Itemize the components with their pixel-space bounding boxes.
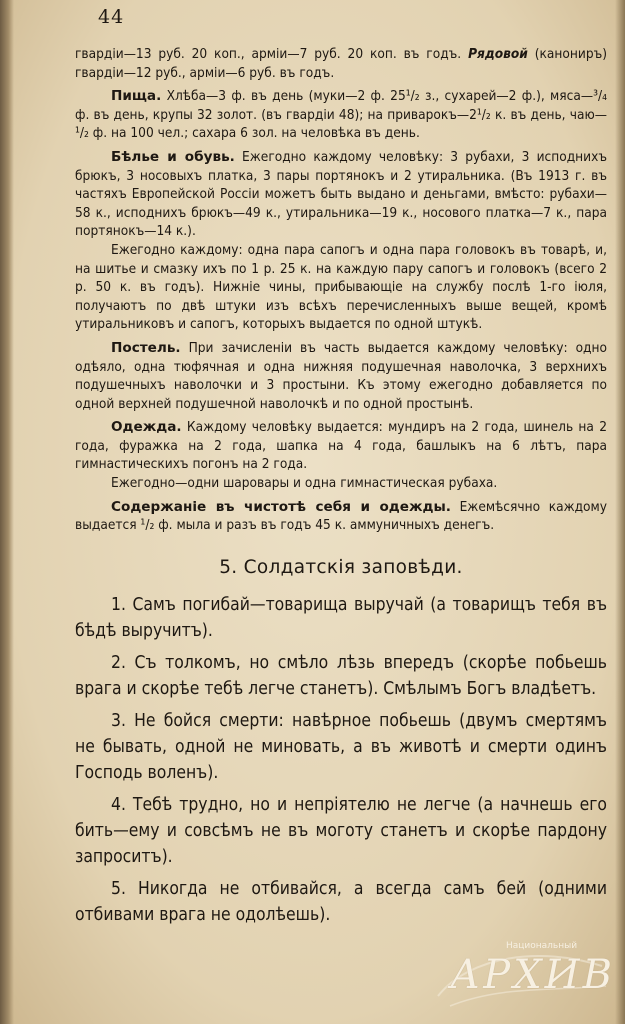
watermark-small-text: Национальный (506, 941, 578, 951)
cleanliness-text: Ежемѣсячно каждому выдается ¹/₂ ф. мыла и разъ въ годъ 45 к. аммуничныхъ денегъ. (75, 498, 608, 534)
bedding-text: При зачисленіи въ часть выдается каждому человѣку: одно одѣяло, одна тюфячная и одна нижняя подушечная наволочка, 3 верхнихъ подушечныхъ наволочки и 3 простыни. Къ этому ежегодно добавляется по одной верхней подушечной наволочкѣ и по одной простынѣ. (75, 339, 607, 412)
clothing-text: Каждому человѣку выдается: мундиръ на 2 года, шинель на 2 года, фуражка на 2 года, шапка на 4 года, башлыкъ на 6 лѣтъ, пара гимнастическихъ погонъ на 2 года. (75, 419, 607, 473)
boots-paragraph: Ежегодно каждому: одна пара сапогъ и одна пара головокъ въ товарѣ, и, на шитье и смазку ихъ по 1 р. 25 к. на каждую пару сапогъ и головокъ (всего 2 р. 50 к. въ годъ). Нижніе чины, прибывающіе на службу послѣ 1-го іюля, получаютъ по двѣ штуки изъ всѣхъ перечисленныхъ выше вещей, кромѣ утиральниковъ и сапогъ, которыхъ выдается по одной штукѣ. (75, 241, 607, 333)
cleanliness-paragraph (75, 498, 607, 535)
watermark-big-text: АРХИВ (450, 952, 615, 998)
commandment-3: 3. Не бойся смерти: навѣрное побьешь (двумъ смертямъ не бывать, одной не миновать, а въ животѣ и смерти одинъ Господь воленъ). (75, 710, 607, 783)
bedding-heading: Постель. (111, 339, 181, 356)
commandment-2: 2. Съ толкомъ, но смѣло лѣзь впередъ (скорѣе побьешь врага и скорѣе тебѣ легче станетъ). Смѣлымъ Богъ владѣетъ. (75, 652, 607, 699)
page-number: 44 (98, 6, 125, 28)
food-heading: Пища. (111, 88, 162, 105)
trousers-paragraph: Ежегодно—одни шаровары и одна гимнастическая рубаха. (111, 475, 498, 492)
linen-heading: Бѣлье и обувь. (111, 148, 235, 165)
pay-text-b: (канониръ) гвардіи—12 руб., арміи—6 руб. въ годъ. (75, 46, 608, 81)
pay-text-a: гвардіи—13 руб. 20 коп., арміи—7 руб. 20 коп. въ годъ. (75, 46, 462, 62)
commandment-1: 1. Самъ погибай—товарища выручай (а товарищъ тебя въ бѣдѣ выручитъ). (75, 594, 607, 641)
linen-paragraph (75, 148, 607, 241)
page-left-edge-shadow (0, 0, 14, 1024)
commandment-4: 4. Тебѣ трудно, но и непріятелю не легче (а начнешь его бить—ему и совсѣмъ не въ моготу станетъ и скорѣе пардону запроситъ). (75, 794, 607, 867)
commandment-5: 5. Никогда не отбивайся, а всегда самъ бей (одними отбивами врага не одолѣешь). (75, 878, 607, 925)
clothing-paragraph (75, 418, 607, 474)
bedding-paragraph (75, 339, 607, 413)
chapter-title: 5. Солдатскія заповѣди. (219, 556, 463, 578)
private-label: Рядовой (468, 46, 528, 62)
linen-text: Ежегодно каждому человѣку: 3 рубахи, 3 исподнихъ брюкъ, 3 носовыхъ платка, 3 пары портянокъ и 2 утиральника. (Въ 1913 г. въ частяхъ Европейской Россіи можетъ быть выдано и деньгами, вмѣсто: рубахи—58 к., исподнихъ брюкъ—49 к., утиральника—19 к., носового платка—7 к., пара портянокъ—14 к.). (75, 148, 607, 240)
clothing-heading: Одежда. (111, 419, 182, 436)
food-paragraph (75, 87, 607, 143)
page-right-edge-shadow (615, 0, 625, 1024)
pay-paragraph (75, 45, 607, 82)
cleanliness-heading: Содержаніе въ чистотѣ себя и одежды. (111, 498, 451, 515)
food-text: Хлѣба—3 ф. въ день (муки—2 ф. 25¹/₂ з., сухарей—2 ф.), мяса—³/₄ ф. въ день, крупы 32 золот. (въ гвардіи 48); на приварокъ—2¹/₂ к. въ день, чаю—¹/₂ ф. на 100 чел.; сахара 6 зол. на человѣка въ день. (75, 88, 607, 142)
page-content (75, 45, 607, 934)
